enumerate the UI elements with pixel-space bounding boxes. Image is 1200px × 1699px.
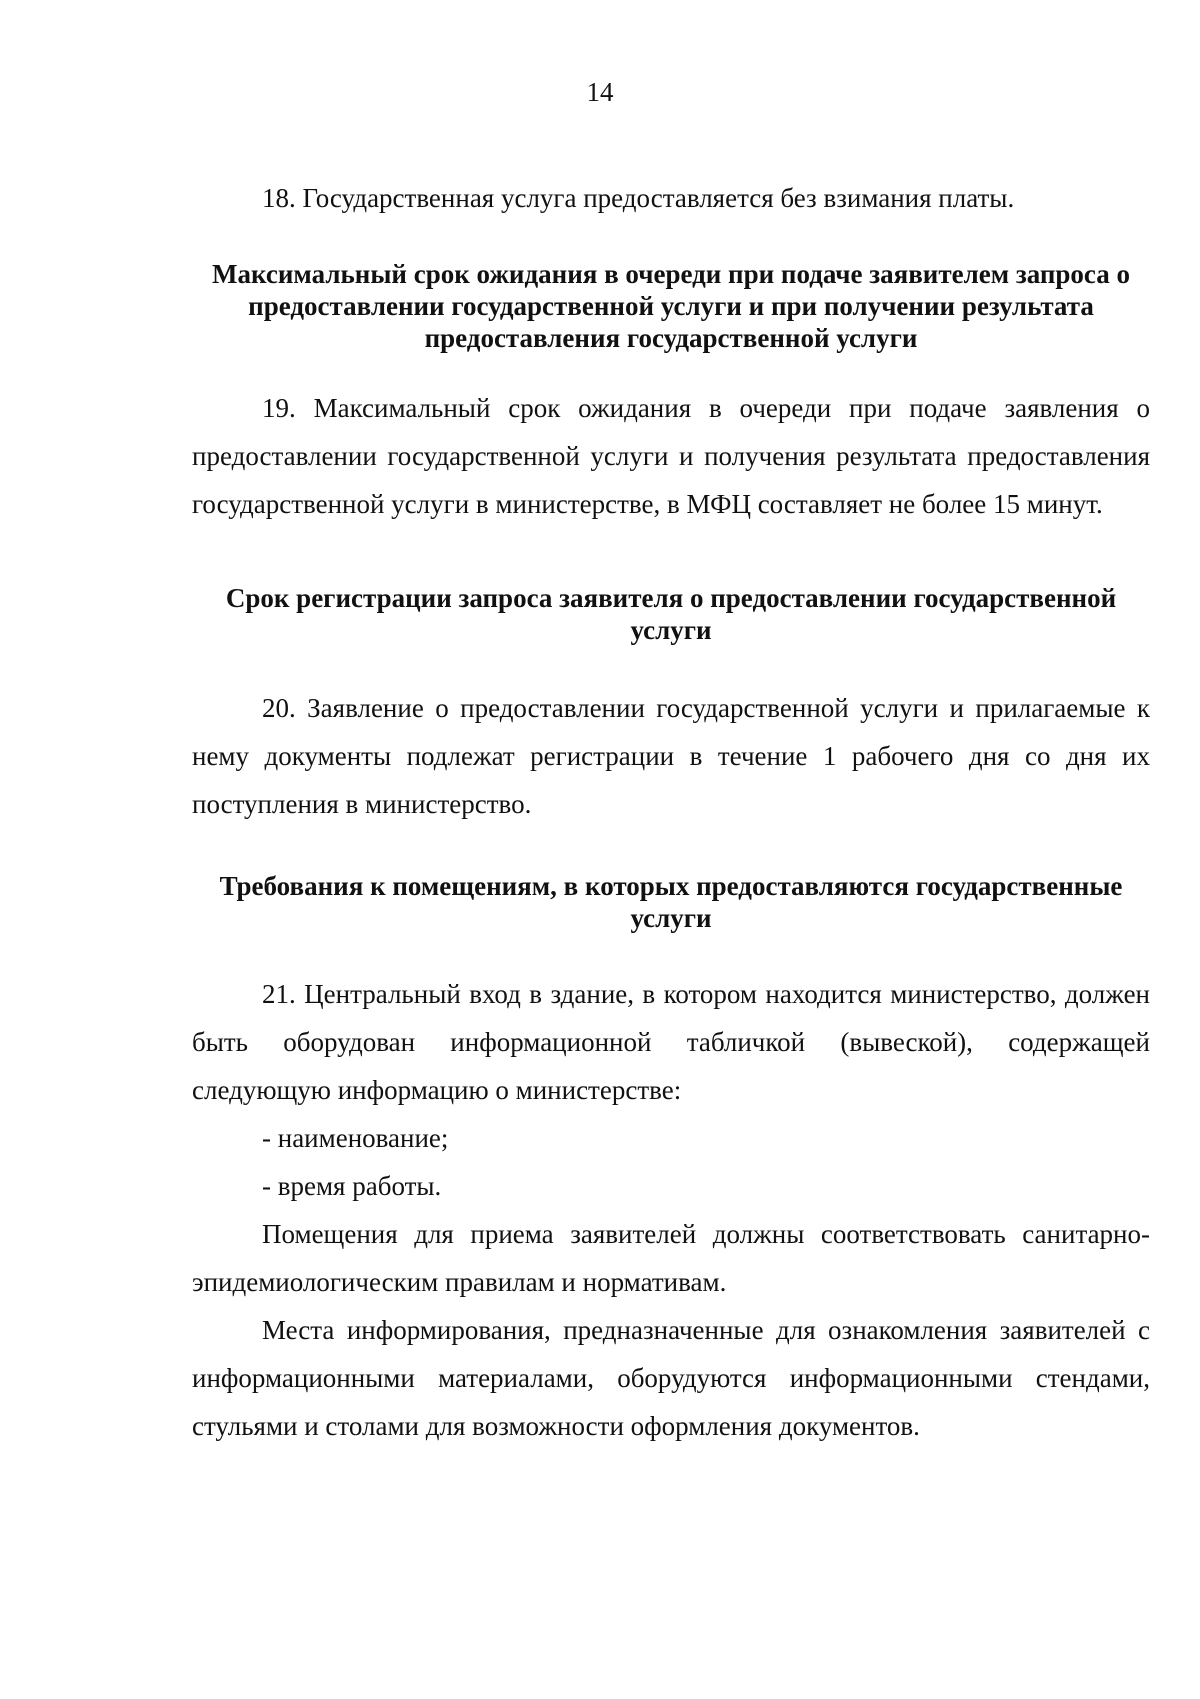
page-number: 14 (586, 77, 614, 107)
paragraph-19: 19. Максимальный срок ожидания в очереди при подаче заявления о предоставлении государственной услуги и получения результата предоставления государственной услуги в министерстве, в МФЦ составляет не более 15 минут. (192, 393, 1150, 519)
paragraph-premises-sanitary: Помещения для приема заявителей должны соответствовать санитарно-эпидемиологическим правилам и нормативам. (192, 1219, 1150, 1297)
heading-registration-term: Срок регистрации запроса заявителя о предоставлении государственной услуги (225, 583, 1117, 645)
heading-queue-waiting-time: Максимальный срок ожидания в очереди при подаче заявителем запроса о предоставлении государственной услуги и при получении результата предоставления государственной услуги (211, 259, 1130, 353)
paragraph-information-places: Места информирования, предназначенные для ознакомления заявителей с информационными материалами, оборудуются информационными стендами, стульями и столами для возможности оформления документов. (192, 1315, 1150, 1441)
list-item-working-hours: - время работы. (262, 1171, 442, 1201)
heading-premises-requirements: Требования к помещениям, в которых предоставляются государственные услуги (219, 871, 1123, 933)
paragraph-20: 20. Заявление о предоставлении государственной услуги и прилагаемые к нему документы подлежат регистрации в течение 1 рабочего дня со дня их поступления в министерство. (192, 693, 1150, 819)
paragraph-21: 21. Центральный вход в здание, в котором находится министерство, должен быть оборудован информационной табличкой (вывеской), содержащей следующую информацию о министерстве: (192, 979, 1150, 1105)
paragraph-18: 18. Государственная услуга предоставляется без взимания платы. (262, 183, 1015, 213)
document-body (192, 174, 1150, 1450)
list-item-name: - наименование; (262, 1123, 449, 1153)
